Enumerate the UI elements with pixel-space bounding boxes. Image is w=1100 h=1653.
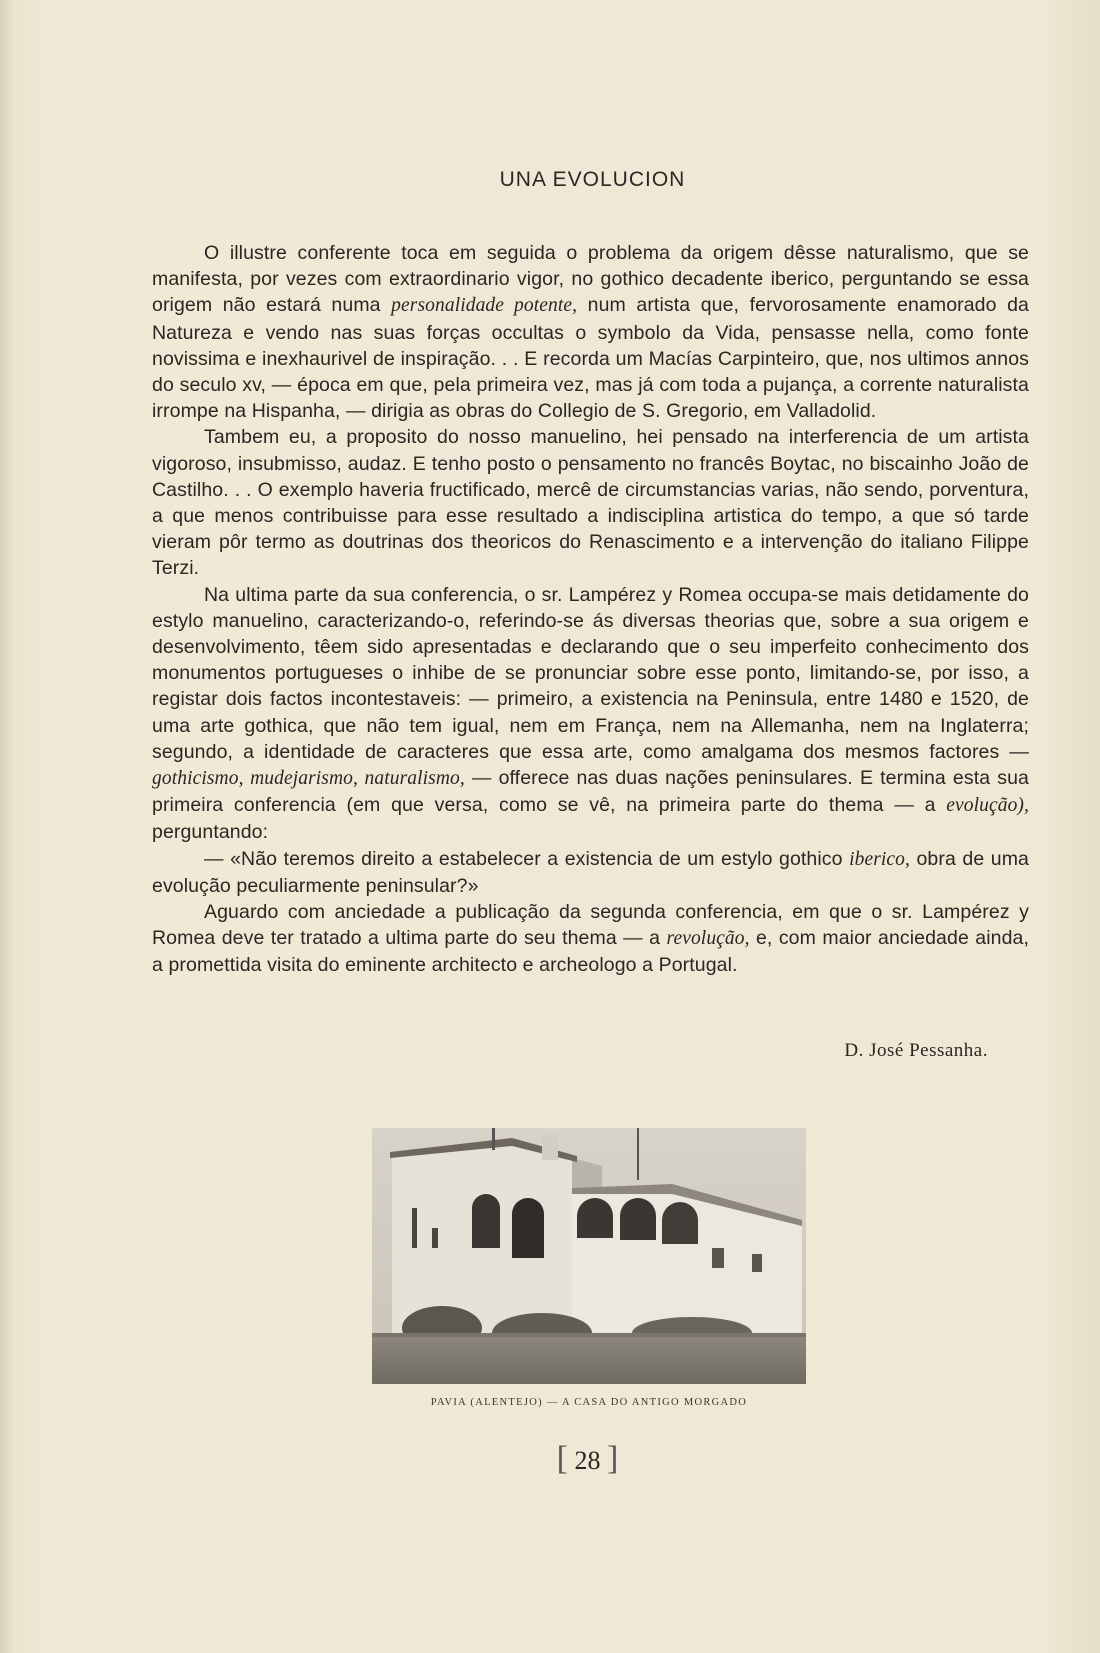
paragraph-text: e, com maior anciedade ainda, a promettida visita do eminente architecto e archeologo a Portugal.	[152, 927, 1030, 977]
paragraph-text: num artista que, fervorosamente enamorado da Natureza e vendo nas suas forças occultas o symbolo da Vida, pensasse nella, como fonte novissima e inexhaurivel de inspiração. . . E recorda um Macías Carpinteiro, que, nos ultimos annos do seculo xv, — época em que, pela primeira vez, mas já com toda a pujança, a corrente naturalista irrompe na Hispanha, — dirigia as obras do Collegio de S. Gregorio, em Valladolid.	[152, 294, 1029, 423]
paragraph-4	[152, 846, 1029, 899]
photo-illustration	[372, 1128, 806, 1384]
bracket-right-icon: ]	[607, 1440, 619, 1477]
author-signature: D. José Pessanha.	[844, 1040, 988, 1061]
paragraph-5	[152, 899, 1029, 979]
paragraph-2	[152, 424, 1029, 581]
page-number-value: 28	[574, 1446, 601, 1475]
emphasis-text: gothicismo, mudejarismo, naturalismo,	[152, 768, 465, 790]
emphasis-text: personalidade potente,	[391, 295, 578, 317]
emphasis-text: evolução),	[946, 795, 1029, 817]
paragraph-3	[152, 582, 1029, 846]
page-number	[0, 1440, 1100, 1478]
paragraph-1	[152, 240, 1029, 424]
paragraph-text: Aguardo com anciedade a publicação da segunda conferencia, em que o sr. Lampérez y Romea deve ter tratado a ultima parte do seu thema — a	[152, 901, 1029, 950]
paragraph-text: O illustre conferente toca em seguida o problema da origem dêsse naturalismo, que se manifesta, por vezes com extraordinario vigor, no gothico decadente iberico, perguntando se essa origem não estará numa	[152, 242, 1029, 317]
paragraph-text: Na ultima parte da sua conferencia, o sr. Lampérez y Romea occupa-se mais detidamente do estylo manuelino, caracterizando-o, referindo-se ás diversas theorias que, sobre a sua origem e desenvolvimento, têem sido apresentadas e declarando que o seu imperfeito conhecimento dos monumentos portugueses o inhibe de se pronunciar sobre esse ponto, limitando-se, por isso, a registar dois factos incontestaveis: — primeiro, a existencia na Peninsula, entre 1480 e 1520, de uma arte gothica, que não tem igual, nem em França, nem na Allemanha, nem na Inglaterra; segundo, a identidade de caracteres que essa arte, como amalgama dos mesmos factores —	[152, 583, 1029, 763]
page-title: UNA EVOLUCION	[499, 168, 686, 191]
bracket-left-icon: [	[556, 1440, 568, 1477]
emphasis-text: revolução,	[666, 928, 750, 950]
figure-caption: PAVIA (ALENTEJO) — A CASA DO ANTIGO MORGADO	[430, 1397, 748, 1408]
paragraph-text: obra de uma evolução peculiarmente peninsular?»	[152, 847, 1029, 897]
paragraph-text: — «Não teremos direito a estabelecer a existencia de um estylo gothico	[204, 847, 850, 870]
paragraph-text: — offerece nas duas nações peninsulares. E termina esta sua primeira conferencia (em que versa, como se vê, na primeira parte do thema — a	[152, 767, 1029, 817]
emphasis-text: iberico,	[849, 848, 911, 870]
paragraph-text: Tambem eu, a proposito do nosso manuelino, hei pensado na interferencia de um artista vigoroso, insubmisso, audaz. E tenho posto o pensamento no francês Boytac, no biscainho João de Castilho. . . O exemplo haveria fructificado, mercê de circumstancias varias, não sendo, porventura, a que menos contribuisse para esse resultado a indisciplina artistica do tempo, a que só tarde vieram pôr termo as doutrinas dos theoricos do Renascimento e a intervenção do italiano Filippe Terzi.	[152, 426, 1029, 580]
paragraph-text: perguntando:	[152, 821, 269, 844]
article-body	[152, 240, 1029, 979]
house-photograph	[372, 1128, 806, 1384]
